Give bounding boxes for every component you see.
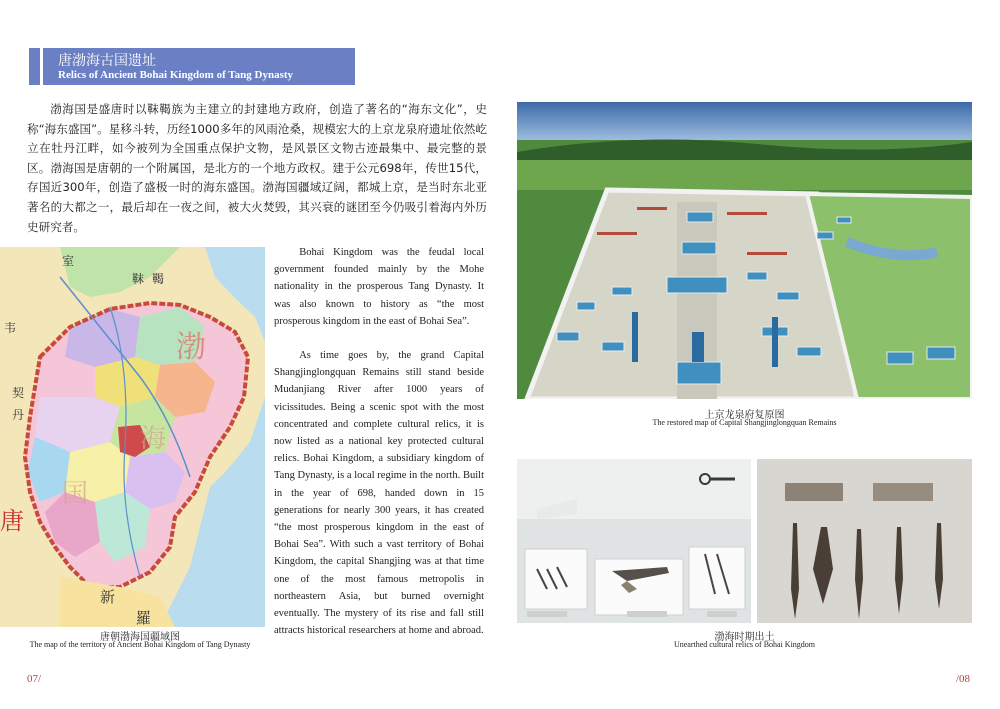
capital-reconstruction-graphic [517,102,972,399]
relics-display-photo [517,459,751,623]
map-label-dan: 丹 [12,408,25,422]
map-label-guo: 国 [62,479,89,509]
page-number-right: /08 [956,673,971,685]
map-label-hai: 海 [140,424,167,454]
map-label-tang: 唐 [0,507,24,535]
relics-tools-graphic [757,459,972,623]
capital-reconstruction-photo [517,102,972,399]
map-label-he: 鞨 [152,272,165,286]
map-label-shi: 室 [62,254,75,268]
map-caption-zh: 唐朝渤海国疆域图 [100,632,180,643]
body-paragraph: Bohai Kingdom was the feudal local government founded mainly by the Mohe nationality in the prosperous Tang Dynasty. It was also known to history as “the most prosperous kingdom in the east of Bohai Sea”. [274,247,484,327]
body-paragraph: As time goes by, the grand Capital Shangjinglongquan Remains still stand beside Mudanjiang River after 1000 years of vicissitudes. Being a scenic spot with the most concentrated and complete cultural relics, it is now listed as a national key protected cultural relics. Bohai Kingdom, a subsidiary kingdom of Tang Dynasty, is a local regime in the north. Built in the year of 698, handed down in 15 generations for nearly 300 years, it has created “the most prosperous kingdom in the east of Bohai Sea”. With such a vast territory of Bohai Kingdom, the capital Shangjing was at that time one of the most famous metropolis in northeastern Asia, but burned overnight eventually. The mystery of its rise and fall still attracts historical researchers at home and abroad. [274,350,484,637]
body-text-en [274,244,484,639]
header-accent [40,48,43,85]
section-title-en: Relics of Ancient Bohai Kingdom of Tang Dynasty [58,69,294,81]
relics-caption-zh: 渤海时期出土 [714,632,775,643]
capital-caption-en: The restored map of Capital Shangjinglongquan Remains [652,418,837,427]
relics-tools-photo [757,459,972,623]
map-label-wei: 韦 [4,321,17,335]
map-label-qi: 契 [12,386,25,400]
map-label-luo: 羅 [136,609,152,627]
relics-display-graphic [517,459,751,623]
page-number-left: 07/ [27,673,42,685]
intro-paragraph-zh: 渤海国是盛唐时以靺鞨族为主建立的封建地方政府，创造了著名的“海东文化”，史称“海东盛国”。星移斗转，历经1000多年的风雨沧桑，规模宏大的上京龙泉府遗址依然屹立在牡丹江畔，如今被列为全国重点保护文物，是风景区文物古迹最集中、最完整的景区。渤海国是唐朝的一个附属国，是北方的一个地方政权。建于公元698年，传世15代，存国近300年，创造了盛极一时的海东盛国。渤海国疆域辽阔，都城上京，是当时东北亚著名的大都之一，最后却在一夜之间，被大火焚毁，其兴衰的谜团至今仍吸引着海内外历史研究者。 [27,102,487,234]
territory-map-graphic [0,247,265,627]
map-caption-en: The map of the territory of Ancient Bohai Kingdom of Tang Dynasty [29,640,251,649]
relics-caption-en: Unearthed cultural relics of Bohai Kingdom [673,640,816,649]
map-label-bo: 渤 [176,330,206,365]
section-title-zh: 唐渤海古国遗址 [58,53,156,69]
map-label-xin: 新 [100,588,116,606]
capital-caption-zh: 上京龙泉府复原图 [704,410,785,421]
territory-map [0,247,265,627]
map-label-mo: 靺 [132,272,145,286]
